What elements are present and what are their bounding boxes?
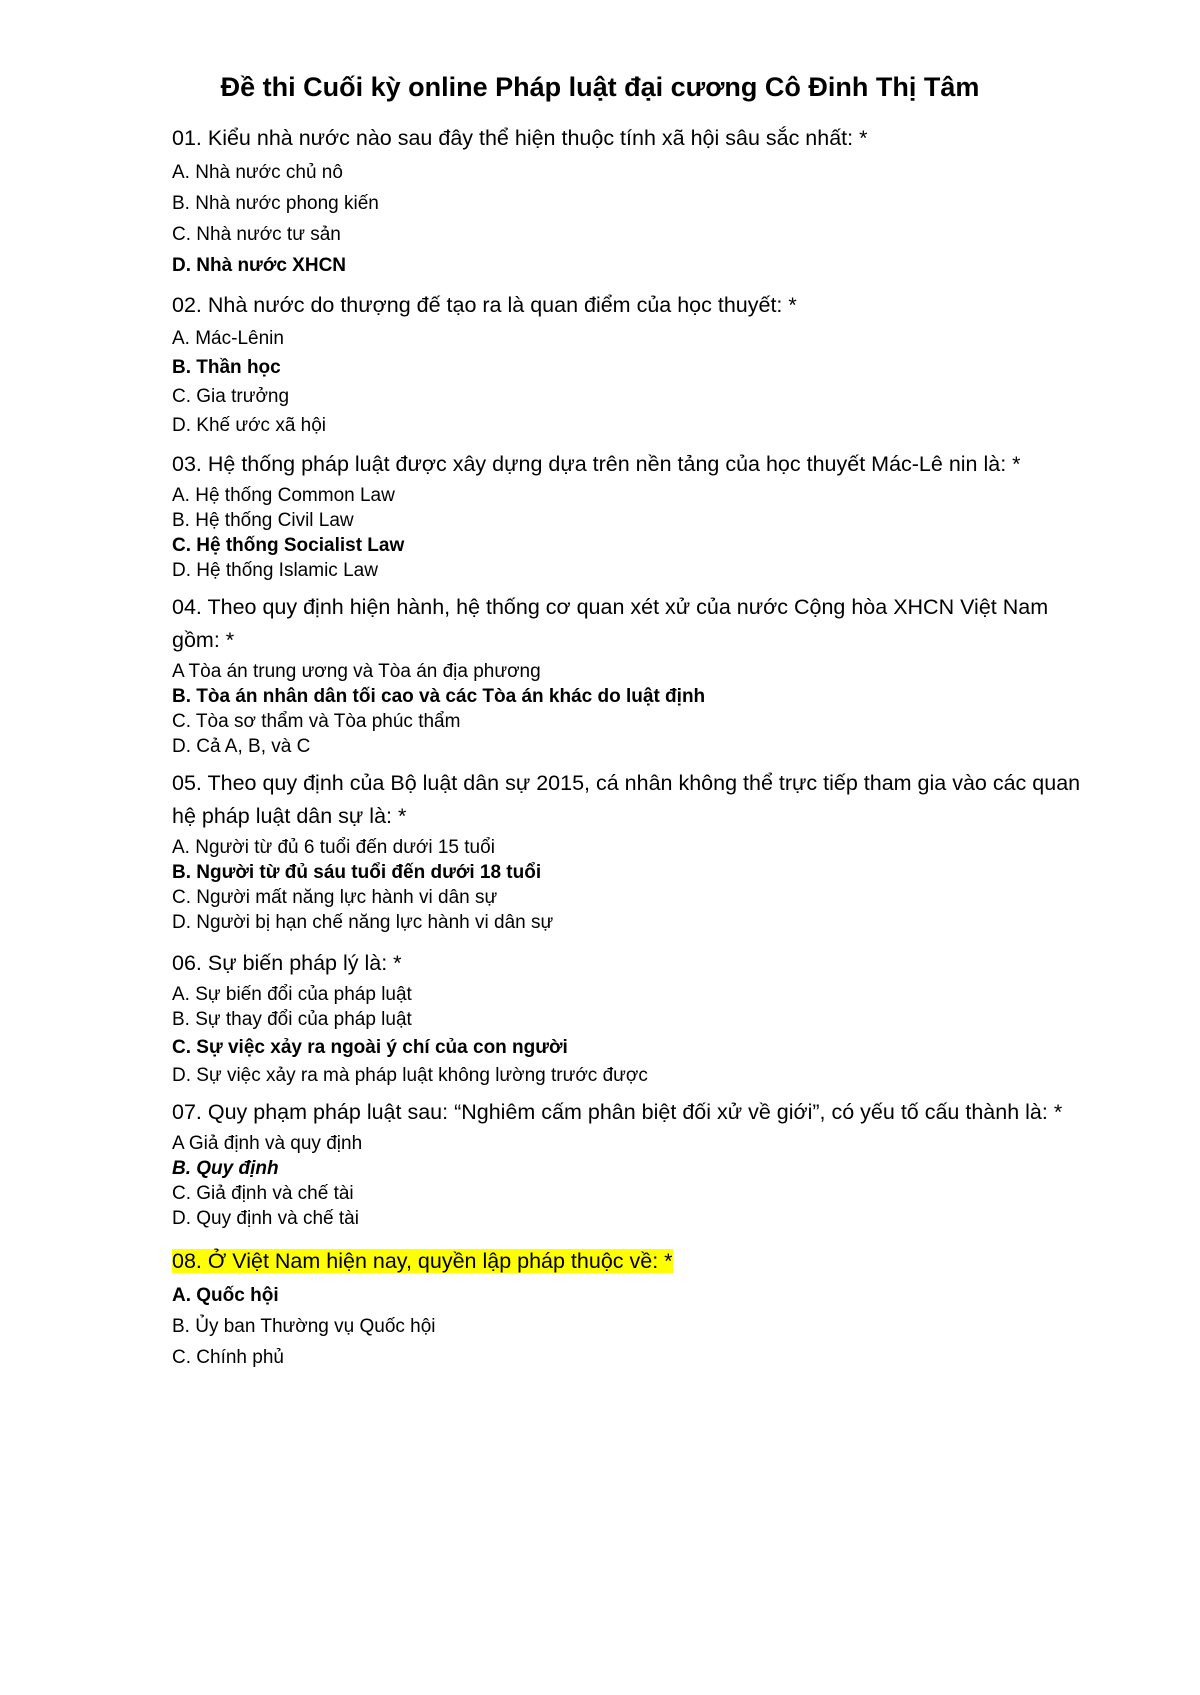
option-c: C. Người mất năng lực hành vi dân sự — [172, 887, 498, 908]
option-list — [172, 1131, 1092, 1231]
option-a: A. Mác-Lênin — [172, 328, 284, 349]
option-list — [172, 835, 1092, 935]
option-d: D. Cả A, B, và C — [172, 736, 311, 757]
option-list — [172, 982, 1092, 1088]
option-c: C. Nhà nước tư sản — [172, 224, 341, 245]
option-c: C. Tòa sơ thẩm và Tòa phúc thẩm — [172, 711, 461, 732]
option-b-correct: B. Tòa án nhân dân tối cao và các Tòa án khác do luật định — [172, 686, 706, 707]
option-a: A. Sự biến đổi của pháp luật — [172, 984, 412, 1005]
option-d: D. Khế ước xã hội — [172, 415, 327, 436]
option-b-correct: B. Thần học — [172, 357, 281, 378]
option-c-correct: C. Hệ thống Socialist Law — [172, 535, 405, 556]
question-text: 04. Theo quy định hiện hành, hệ thống cơ quan xét xử của nước Cộng hòa XHCN Việt Nam gồm: * — [172, 595, 1049, 652]
question-5 — [172, 767, 1092, 935]
option-list — [172, 1280, 1092, 1373]
option-a: A. Người từ đủ 6 tuổi đến dưới 15 tuổi — [172, 837, 495, 858]
option-a-correct: A. Quốc hội — [172, 1285, 279, 1306]
option-c: C. Giả định và chế tài — [172, 1183, 354, 1204]
option-c: C. Chính phủ — [172, 1347, 284, 1368]
option-d-correct: D. Nhà nước XHCN — [172, 255, 347, 276]
option-list — [172, 157, 1092, 281]
question-text: 01. Kiểu nhà nước nào sau đây thể hiện thuộc tính xã hội sâu sắc nhất: * — [172, 126, 868, 150]
option-b: B. Sự thay đổi của pháp luật — [172, 1009, 412, 1030]
question-text: 06. Sự biến pháp lý là: * — [172, 951, 402, 975]
option-b-correct: B. Người từ đủ sáu tuổi đến dưới 18 tuổi — [172, 862, 542, 883]
option-b: B. Nhà nước phong kiến — [172, 193, 379, 214]
option-b: B. Ủy ban Thường vụ Quốc hội — [172, 1316, 436, 1337]
question-3 — [172, 448, 1092, 583]
option-d: D. Hệ thống Islamic Law — [172, 560, 378, 581]
option-a: A Tòa án trung ương và Tòa án địa phương — [172, 661, 541, 682]
question-text: 07. Quy phạm pháp luật sau: “Nghiêm cấm phân biệt đối xử về giới”, có yếu tố cấu thành là: * — [172, 1100, 1063, 1124]
option-b: B. Hệ thống Civil Law — [172, 510, 354, 531]
option-c-correct: C. Sự việc xảy ra ngoài ý chí của con người — [172, 1037, 568, 1058]
question-text: 02. Nhà nước do thượng đế tạo ra là quan điểm của học thuyết: * — [172, 293, 797, 317]
question-text — [172, 1245, 1092, 1278]
option-b-correct: B. Quy định — [172, 1158, 279, 1179]
highlighted-question-text: 08. Ở Việt Nam hiện nay, quyền lập pháp thuộc về: * — [172, 1249, 673, 1273]
question-2 — [172, 289, 1092, 440]
question-text: 05. Theo quy định của Bộ luật dân sự 2015, cá nhân không thể trực tiếp tham gia vào các quan hệ pháp luật dân sự là: * — [172, 771, 1081, 828]
option-list — [172, 324, 1092, 440]
question-text: 03. Hệ thống pháp luật được xây dựng dựa trên nền tảng của học thuyết Mác-Lê nin là: * — [172, 452, 1021, 476]
question-7 — [172, 1096, 1092, 1231]
option-d: D. Quy định và chế tài — [172, 1208, 359, 1229]
option-d: D. Sự việc xảy ra mà pháp luật không lường trước được — [172, 1065, 648, 1086]
question-list — [172, 122, 1092, 1379]
option-c: C. Gia trưởng — [172, 386, 290, 407]
option-d: D. Người bị hạn chế năng lực hành vi dân sự — [172, 912, 554, 933]
document-title: Đề thi Cuối kỳ online Pháp luật đại cương Cô Đinh Thị Tâm — [220, 72, 980, 102]
question-4 — [172, 591, 1092, 759]
option-a: A. Hệ thống Common Law — [172, 485, 395, 506]
option-a: A Giả định và quy định — [172, 1133, 363, 1154]
question-6 — [172, 947, 1092, 1088]
question-8 — [172, 1245, 1092, 1373]
option-a: A. Nhà nước chủ nô — [172, 162, 343, 183]
option-list — [172, 483, 1092, 583]
option-list — [172, 659, 1092, 759]
question-1 — [172, 122, 1092, 281]
